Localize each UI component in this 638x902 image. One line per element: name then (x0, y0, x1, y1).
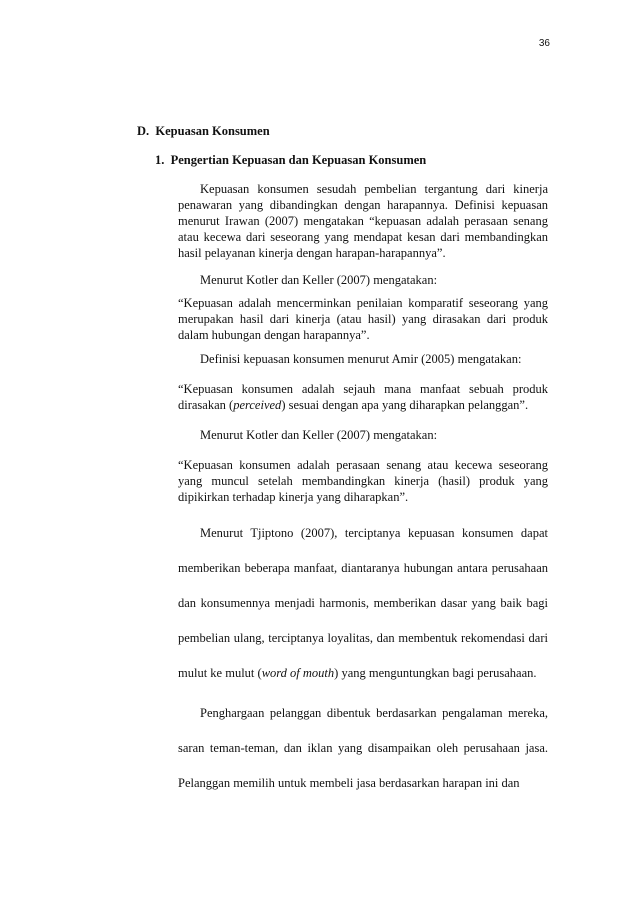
paragraph-text-part: Menurut Tjiptono (2007), terciptanya kepuasan konsumen dapat memberikan beberapa manfaat, diantaranya hubungan antara perusahaan dan konsumennya menjadi harmonis, memberikan dasar yang baik bagi pembelian ulang, terciptanya loyalitas, dan membentuk rekomendasi dari mulut ke mulut ( (178, 526, 548, 680)
paragraph-kotler-intro (178, 272, 548, 288)
paragraph-kotler-intro-2 (178, 427, 548, 443)
subsection-heading: 1. Pengertian Kepuasan dan Kepuasan Konsumen (155, 153, 427, 167)
paragraph-text (178, 516, 548, 691)
paragraph-text-part: ) yang menguntungkan bagi perusahaan. (334, 666, 537, 680)
paragraph-definition (178, 181, 548, 261)
page-number: 36 (538, 38, 550, 49)
quote-kotler-2 (178, 457, 548, 505)
section-heading: D. Kepuasan Konsumen (137, 124, 270, 138)
quote-text-part: ) sesuai dengan apa yang diharapkan pelanggan”. (281, 398, 529, 412)
paragraph-text: Kepuasan konsumen sesudah pembelian tergantung dari kinerja penawaran yang dibandingkan dengan harapannya. Definisi kepuasan menurut Irawan (2007) mengatakan “kepuasan adalah perasaan senang atau kecewa dari seseorang yang mendapat kesan dari membandingkan hasil pelayanan kinerja dengan harapan-harapannya”. (178, 182, 548, 260)
paragraph-amir-intro (178, 351, 548, 367)
quote-kotler-1 (178, 295, 548, 343)
quote-text: “Kepuasan konsumen adalah perasaan senang atau kecewa seseorang yang muncul setelah membandingkan kinerja (hasil) produk yang dipikirkan terhadap kinerja yang diharapkan”. (178, 458, 548, 504)
quote-amir (178, 381, 548, 413)
paragraph-text: Menurut Kotler dan Keller (2007) mengatakan: (200, 273, 438, 287)
quote-text (178, 381, 548, 413)
paragraph-penghargaan (178, 696, 548, 801)
paragraph-text: Definisi kepuasan konsumen menurut Amir (2005) mengatakan: (200, 352, 522, 366)
quote-text: “Kepuasan adalah mencerminkan penilaian komparatif seseorang yang merupakan hasil dari kinerja (atau hasil) yang dirasakan dari produk dalam hubungan dengan harapannya”. (178, 296, 548, 342)
paragraph-text: Penghargaan pelanggan dibentuk berdasarkan pengalaman mereka, saran teman-teman, dan iklan yang disampaikan oleh perusahaan jasa. Pelanggan memilih untuk membeli jasa berdasarkan harapan ini dan (178, 706, 548, 790)
paragraph-tjiptono (178, 516, 548, 691)
paragraph-text: Menurut Kotler dan Keller (2007) mengatakan: (200, 428, 438, 442)
quote-text-part: “Kepuasan konsumen adalah sejauh mana manfaat sebuah produk dirasakan ( (178, 382, 548, 412)
quote-text-emphasis: perceived (233, 398, 282, 412)
paragraph-text-emphasis: word of mouth (261, 666, 335, 680)
